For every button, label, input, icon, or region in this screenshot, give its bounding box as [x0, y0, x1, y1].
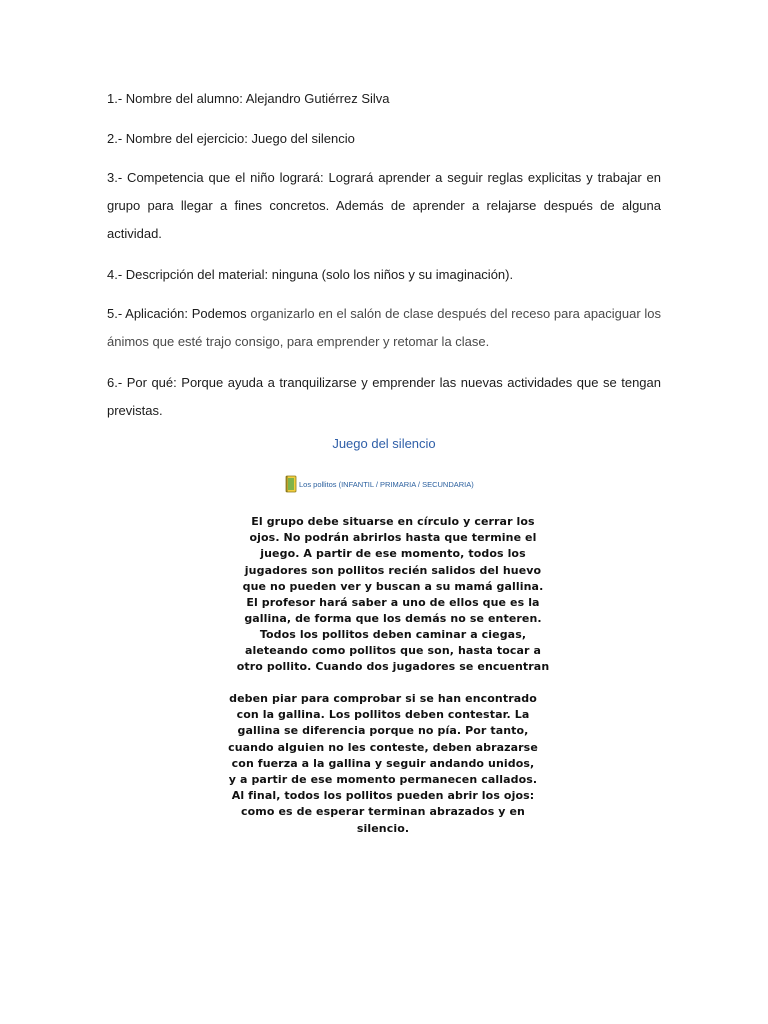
- text-line: silencio.: [356, 821, 410, 835]
- item-label: 5.- Aplicación: Podemos: [107, 306, 247, 321]
- text-line: otro pollito. Cuando dos jugadores se encuentran: [236, 660, 550, 674]
- item-label: 3.- Competencia que el niño logrará:: [107, 170, 324, 185]
- game-description-paragraph-2: [232, 627, 554, 676]
- subheader-text: Los pollitos (INFANTIL / PRIMARIA / SECUNDARIA): [299, 479, 474, 489]
- item-material: [107, 261, 661, 289]
- text-line: como es de esperar terminan abrazados y en: [241, 805, 525, 819]
- item-label: 2.- Nombre del ejercicio:: [107, 131, 248, 146]
- text-line: gallina, de forma que los demás no se enteren.: [244, 612, 542, 626]
- item-value: Logrará aprender a seguir reglas explicitas y trabajar en grupo para llegar a fines concretos. Además de aprender a relajarse después de alguna actividad.: [107, 170, 661, 241]
- item-label: 6.- Por qué:: [107, 375, 177, 390]
- item-value: Juego del silencio: [247, 131, 355, 146]
- book-icon: [285, 475, 297, 493]
- text-line: ojos. No podrán abrirlos hasta que termine el: [249, 531, 537, 545]
- item-label: 1.- Nombre del alumno:: [107, 91, 243, 106]
- text-line: jugadores son pollitos recién salidos del huevo: [244, 563, 542, 577]
- item-why: [107, 369, 661, 425]
- text-line: con la gallina. Los pollitos deben contestar. La: [236, 708, 530, 722]
- text-line: El grupo debe situarse en círculo y cerrar los: [251, 515, 535, 528]
- image-subheader: [285, 474, 474, 494]
- text-line: que no pueden ver y buscan a su mamá gallina.: [242, 579, 544, 593]
- item-value: ninguna (solo los niños y su imaginación).: [268, 267, 514, 282]
- game-description-paragraph-3: [222, 691, 544, 837]
- text-line: juego. A partir de ese momento, todos los: [260, 547, 526, 561]
- item-application: [107, 300, 661, 356]
- item-value: Porque ayuda a tranquilizarse y emprender las nuevas actividades que se tengan previstas.: [107, 375, 661, 418]
- text-line: con fuerza a la gallina y seguir andando unidos,: [231, 756, 535, 770]
- text-line: aleteando como pollitos que son, hasta tocar a: [244, 644, 542, 658]
- item-value: Alejandro Gutiérrez Silva: [242, 91, 390, 106]
- item-student-name: [107, 85, 661, 113]
- text-line: cuando alguien no les conteste, deben abrazarse: [228, 740, 538, 754]
- item-value: organizarlo en el salón de clase después del receso para apaciguar los ánimos que esté trajo consigo, para emprender y retomar la clase.: [107, 306, 662, 349]
- text-line: gallina se diferencia porque no pía. Por tanto,: [237, 724, 529, 738]
- text-line: y a partir de ese momento permanecen callados.: [228, 773, 538, 787]
- text-line: El profesor hará saber a uno de ellos que es la: [246, 596, 540, 610]
- image-title: Juego del silencio: [332, 436, 436, 451]
- item-competency: [107, 164, 661, 248]
- item-exercise-name: [107, 125, 661, 153]
- text-line: Al final, todos los pollitos pueden abrir los ojos:: [231, 789, 535, 803]
- item-label: 4.- Descripción del material:: [107, 267, 269, 282]
- text-line: Todos los pollitos deben caminar a ciegas,: [259, 628, 527, 641]
- text-line: deben piar para comprobar si se han encontrado: [229, 692, 537, 705]
- game-description-paragraph-1: [232, 514, 554, 627]
